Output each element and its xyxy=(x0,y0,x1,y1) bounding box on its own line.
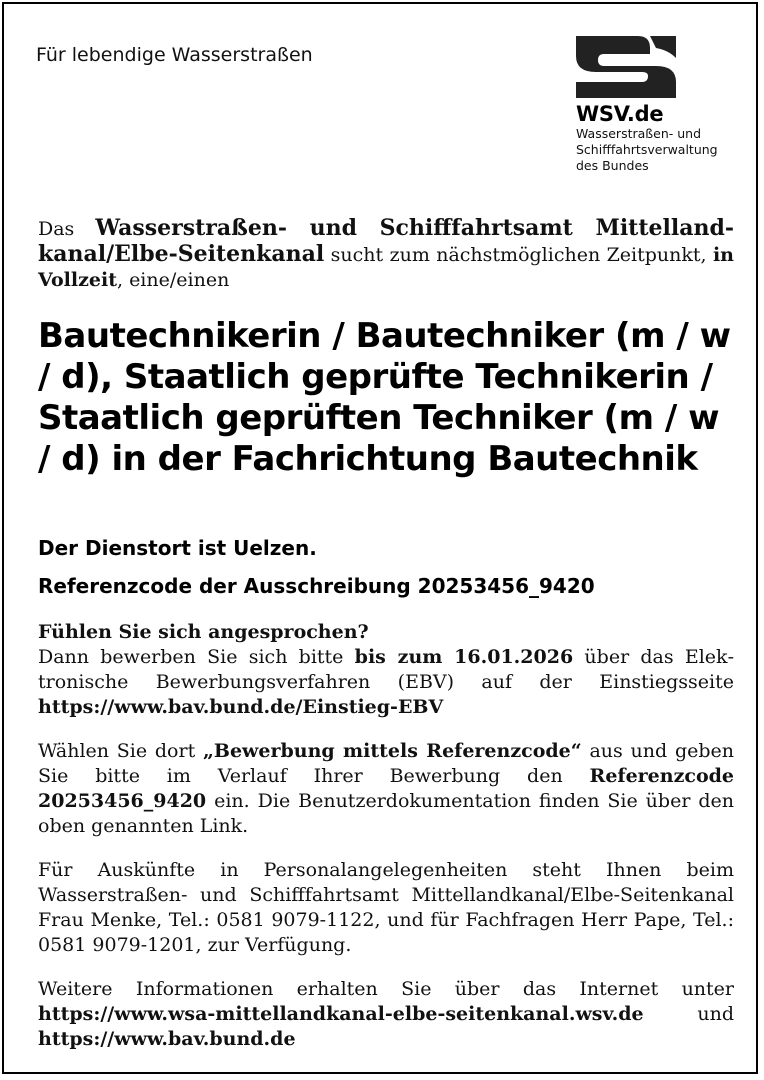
ad-frame xyxy=(2,2,758,1074)
contact-paragraph: Für Auskünfte in Personalangelegenheiten steht Ihnen beim Wasserstraßen- und Schifffahrtsamt Mittellandkanal/Elbe-Seitenkanal Frau Menke, Tel.: 0581 9079-1122, und für Fachfragen Herr Pape, Tel.: 0581 9079-1201, zur Verfügung. xyxy=(38,859,734,956)
referenz-paragraph xyxy=(38,739,734,839)
job-title: Bautechnikerin / Bautechniker (m / w / d), Staatlich geprüfte Technikerin / Staatlich geprüften Techniker (m / w / d) in der Fachrichtung Bautechnik xyxy=(38,316,731,479)
info-paragraph xyxy=(38,977,734,1052)
info-text: Weitere Informationen erhalten Sie über das Internet unter xyxy=(38,978,734,1000)
referenz-text: ein. Die Benutzerdokumentation finden Sie über den oben genannten Link. xyxy=(38,790,734,837)
intro-text: sucht zum nächstmöglichen Zeitpunkt, xyxy=(324,244,713,266)
intro-paragraph xyxy=(38,216,734,293)
wsv-logo xyxy=(576,36,746,174)
intro-text: Das xyxy=(38,218,96,240)
logo-line: Wasserstraßen- und xyxy=(576,126,702,141)
info-text: und xyxy=(643,1003,734,1025)
logo-line: Schifffahrtsverwaltung xyxy=(576,142,718,157)
apply-question: Fühlen Sie sich angesprochen? xyxy=(38,621,369,643)
referenz-code: Referenzcode 20253456_9420 xyxy=(38,765,734,812)
ebv-link[interactable]: https://www.bav.bund.de/Einstieg-EBV xyxy=(38,696,444,718)
referenz-option: „Bewerbung mittels Referenzcode“ xyxy=(202,740,582,762)
intro-text: , eine/einen xyxy=(116,269,230,291)
tagline: Für lebendige Wasserstraßen xyxy=(36,44,313,66)
apply-paragraph xyxy=(38,620,734,720)
wsv-logo-icon xyxy=(576,36,676,98)
logo-line: des Bundes xyxy=(576,158,649,173)
reference-line: Referenzcode der Ausschreibung 20253456_9420 xyxy=(38,574,595,598)
authority-name: Wasserstraßen- und Schifffahrtsamt Mittellandkanal/Elbe-Seitenkanal xyxy=(38,215,734,267)
apply-text: Dann bewerben Sie sich bitte xyxy=(38,646,355,668)
location-line: Der Dienstort ist Uelzen. xyxy=(38,536,317,560)
wsa-link[interactable]: https://www.wsa-mittellandkanal-elbe-seitenkanal.wsv.de xyxy=(38,1003,644,1025)
apply-text: über das Elektronische Bewerbungsverfahren (EBV) auf der Einstiegsseite xyxy=(38,646,734,693)
referenz-text: aus und geben Sie bitte im Verlauf Ihrer Bewerbung den xyxy=(38,740,734,787)
logo-name: WSV.de xyxy=(576,102,664,126)
fulltime-label: in Vollzeit xyxy=(38,244,734,291)
referenz-text: Wählen Sie dort xyxy=(38,740,203,762)
bav-link[interactable]: https://www.bav.bund.de xyxy=(38,1028,296,1050)
deadline: bis zum 16.01.2026 xyxy=(354,646,574,668)
